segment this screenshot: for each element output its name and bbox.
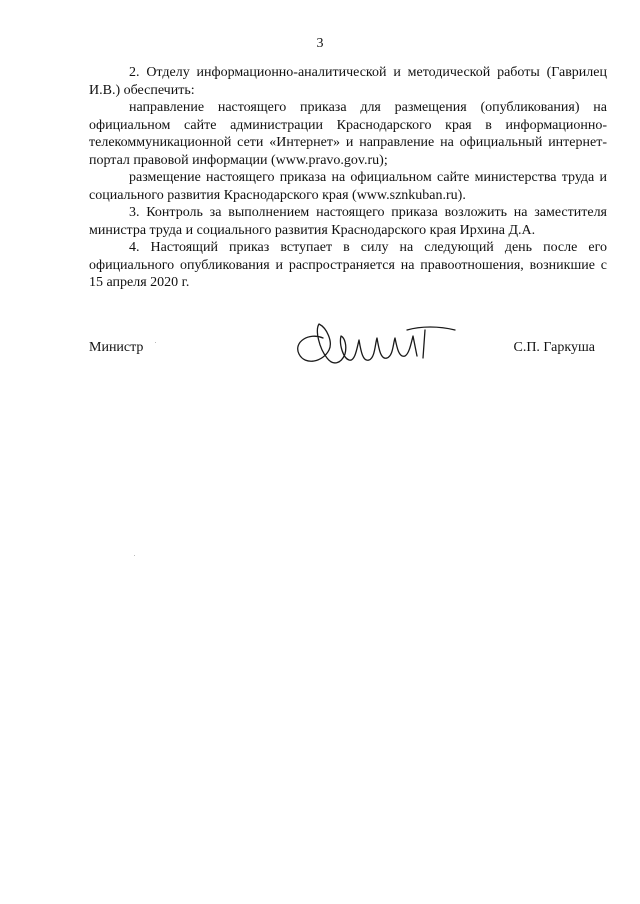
signature-block	[89, 318, 607, 378]
paragraph-2-item-2: размещение настоящего приказа на официальном сайте министерства труда и социального развития Краснодарского края (www.sznkuban.ru).	[89, 170, 607, 203]
paragraph-4: 4. Настоящий приказ вступает в силу на следующий день после его официального опубликования и распространяется на правоотношения, возникшие с 15 апреля 2020 г.	[89, 240, 607, 290]
page-number: 3	[316, 36, 324, 51]
paragraph-2-item-1: направление настоящего приказа для размещения (опубликования) на официальном сайте администрации Краснодарского края в информационно-телекоммуникационной сети «Интернет» и направление на официальный интернет-портал правовой информации (www.pravo.gov.ru);	[89, 100, 607, 168]
signer-name: С.П. Гаркуша	[513, 340, 595, 355]
scan-speck	[134, 555, 135, 556]
scan-speck	[155, 342, 156, 343]
document-body	[89, 64, 607, 292]
handwritten-signature	[289, 318, 459, 373]
paragraph-2: 2. Отделу информационно-аналитической и методической работы (Гаврилец И.В.) обеспечить:	[89, 65, 607, 98]
paragraph-3: 3. Контроль за выполнением настоящего приказа возложить на заместителя министра труда и социального развития Краснодарского края Ирхина Д.А.	[89, 205, 607, 238]
signer-title: Министр	[89, 340, 144, 355]
